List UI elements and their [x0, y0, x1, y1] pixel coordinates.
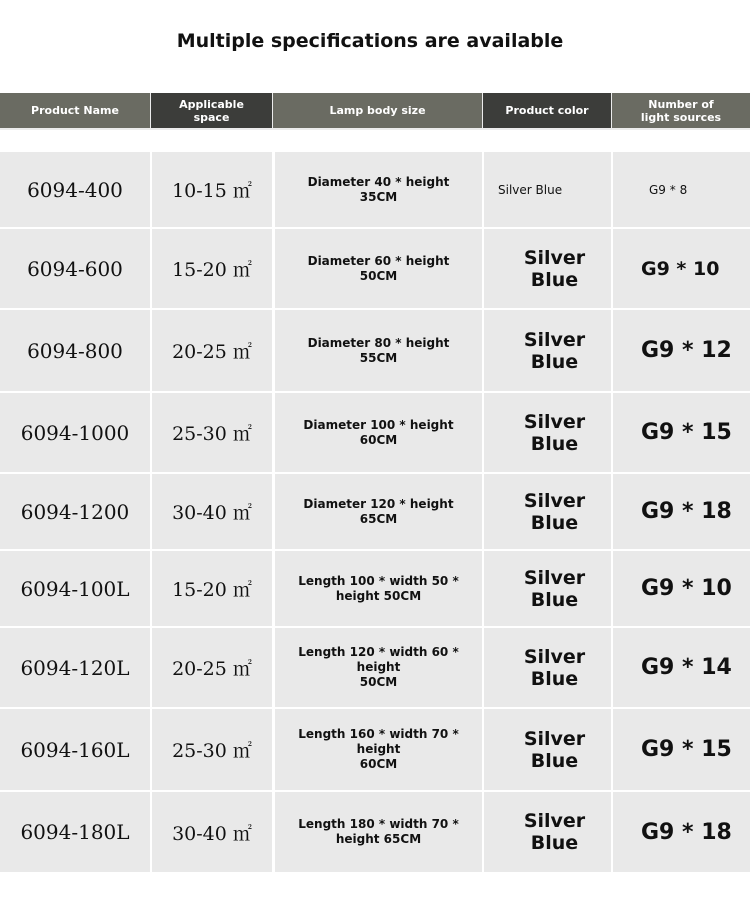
- spec-table: [0, 152, 750, 872]
- cell-name: 6094-1200: [0, 474, 150, 549]
- cell-space: 20-25 ㎡: [152, 310, 272, 391]
- cell-lights: G9 * 15: [613, 393, 750, 472]
- cell-space: 20-25 ㎡: [152, 628, 272, 707]
- cell-color: Silver Blue: [484, 709, 611, 790]
- size-line-2: 35CM: [359, 189, 398, 204]
- size-line-1: Diameter 120 * height: [303, 496, 454, 511]
- header-product-color: Product color: [483, 93, 611, 128]
- bottom-margin: [0, 872, 750, 897]
- cell-lights: G9 * 18: [613, 474, 750, 549]
- header-applicable-space: Applicable space: [151, 93, 272, 128]
- cell-color: Silver Blue: [484, 628, 611, 707]
- cell-name: 6094-180L: [0, 792, 150, 872]
- header-lamp-body-size: Lamp body size: [273, 93, 482, 128]
- cell-size: [275, 152, 482, 227]
- size-line-1: Length 160 * width 70 * height: [298, 727, 459, 756]
- size-line-1: Length 100 * width 50 *: [298, 573, 459, 588]
- cell-name: 6094-1000: [0, 393, 150, 472]
- size-line-2: 50CM: [359, 268, 398, 283]
- size-line-1: Length 120 * width 60 * height: [298, 645, 459, 674]
- cell-space: 15-20 ㎡: [152, 551, 272, 626]
- cell-space: 15-20 ㎡: [152, 229, 272, 308]
- cell-name: 6094-100L: [0, 551, 150, 626]
- cell-name: 6094-800: [0, 310, 150, 391]
- size-line-2: 60CM: [359, 432, 398, 447]
- size-line-1: Diameter 60 * height: [307, 253, 450, 268]
- cell-lights: G9 * 14: [613, 628, 750, 707]
- cell-size: [275, 474, 482, 549]
- cell-size: [275, 229, 482, 308]
- size-line-1: Diameter 100 * height: [303, 417, 454, 432]
- header-gap: [0, 130, 750, 152]
- cell-color: Silver Blue: [484, 229, 611, 308]
- cell-space: 30-40 ㎡: [152, 474, 272, 549]
- cell-size: [275, 628, 482, 707]
- cell-lights: G9 * 18: [613, 792, 750, 872]
- cell-space: 25-30 ㎡: [152, 393, 272, 472]
- cell-lights: G9 * 10: [613, 551, 750, 626]
- size-line-2: 50CM: [359, 675, 398, 689]
- size-line-1: Diameter 40 * height: [307, 174, 450, 189]
- cell-size: [275, 709, 482, 790]
- cell-size: [275, 551, 482, 626]
- size-line-2: height 50CM: [335, 588, 422, 603]
- cell-size: [275, 310, 482, 391]
- cell-color: Silver Blue: [484, 792, 611, 872]
- cell-color: Silver Blue: [484, 152, 611, 227]
- cell-lights: G9 * 12: [613, 310, 750, 391]
- cell-name: 6094-600: [0, 229, 150, 308]
- table-header: [0, 93, 750, 130]
- header-product-name: Product Name: [0, 93, 150, 128]
- cell-lights: G9 * 15: [613, 709, 750, 790]
- cell-lights: G9 * 10: [613, 229, 750, 308]
- cell-color: Silver Blue: [484, 310, 611, 391]
- cell-name: 6094-400: [0, 152, 150, 227]
- cell-color: Silver Blue: [484, 551, 611, 626]
- size-line-1: Length 180 * width 70 *: [298, 817, 459, 831]
- cell-space: 30-40 ㎡: [152, 792, 272, 872]
- cell-size: [275, 393, 482, 472]
- cell-name: 6094-160L: [0, 709, 150, 790]
- cell-size: [275, 792, 482, 872]
- cell-name: 6094-120L: [0, 628, 150, 707]
- cell-color: Silver Blue: [484, 393, 611, 472]
- size-line-2: 60CM: [359, 757, 398, 771]
- cell-color: Silver Blue: [484, 474, 611, 549]
- size-line-2: height 65CM: [335, 832, 422, 846]
- cell-lights: G9 * 8: [613, 152, 750, 227]
- size-line-2: 55CM: [359, 350, 398, 365]
- cell-space: 25-30 ㎡: [152, 709, 272, 790]
- size-line-1: Diameter 80 * height: [307, 335, 450, 350]
- header-number-of-light-sources: Number of light sources: [612, 93, 750, 128]
- cell-space: 10-15 ㎡: [152, 152, 272, 227]
- page-title: Multiple specifications are available: [176, 30, 564, 52]
- size-line-2: 65CM: [359, 511, 398, 526]
